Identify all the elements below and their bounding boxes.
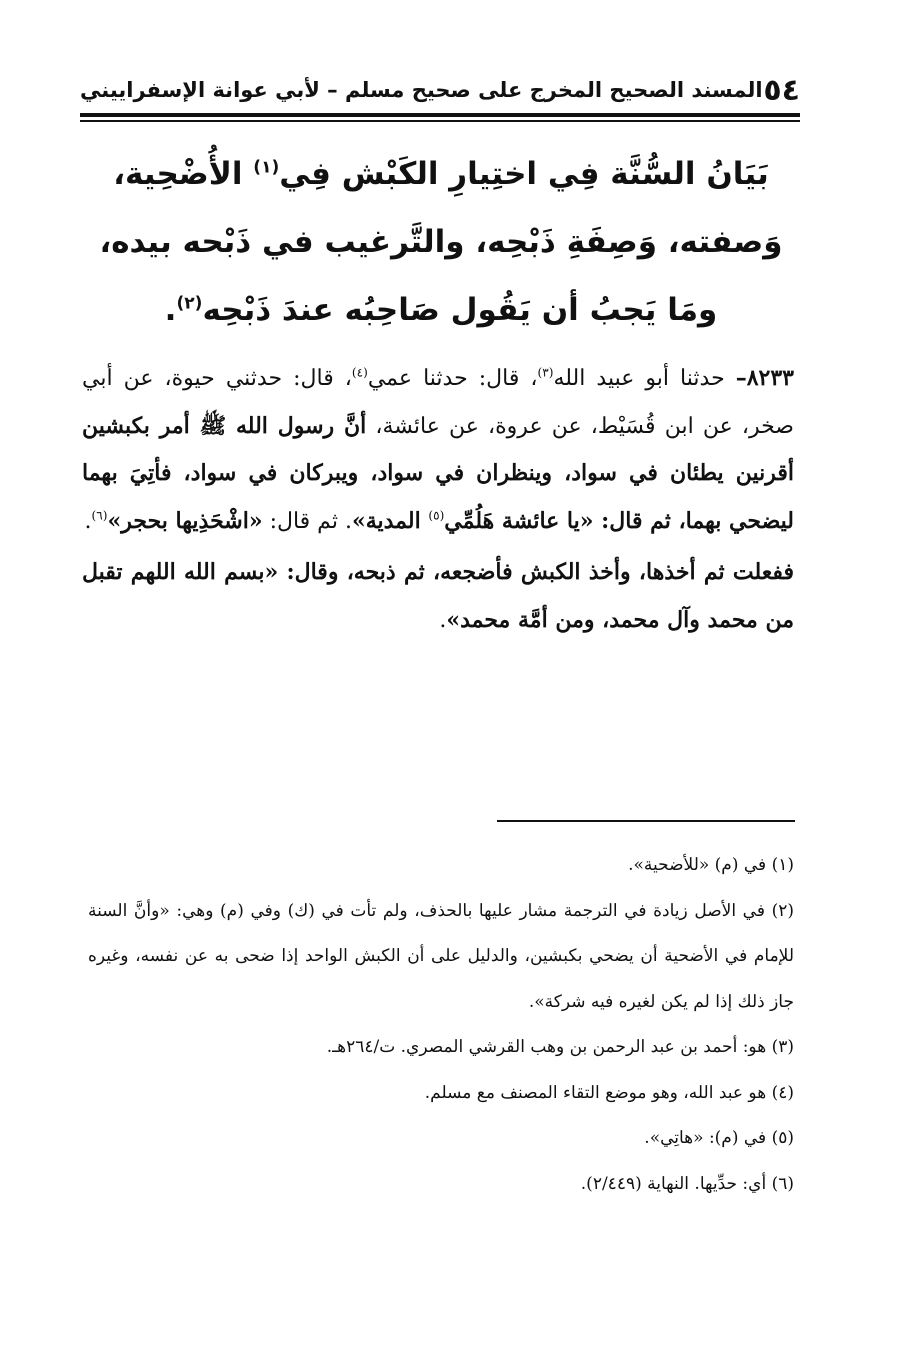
- footnote-6: (٦) أي: حدِّيها. النهاية (٢/٤٤٩).: [580, 1173, 794, 1194]
- chapter-title-part2: الأُضْحِية، وَصفته، وَصِفَةِ ذَبْحِه، والتَّرغيب في ذَبْحه بيده، ومَا يَجبُ أن يَقُول صَاحِبُه عندَ ذَبْحِه: [99, 156, 783, 328]
- footnote-2: (٢) في الأصل زيادة في الترجمة مشار عليها بالحذف، ولم تأت في (ك) وفي (م) وهي: «وأنَّ السنة للإمام في الأضحية أن يضحي بكبشين، والدليل على أن الكبش الواحد إذا ضحى به عن نفسه، وغيره جاز ذلك إذا لم يكن لغيره فيه شركة».: [88, 900, 794, 1012]
- footnote-ref-2: (٢): [176, 293, 203, 314]
- footnote-ref-1: (١): [253, 157, 280, 178]
- footnote-ref-4: (٤): [351, 365, 368, 380]
- footnote-4: (٤) هو عبد الله، وهو موضع التقاء المصنف مع مسلم.: [424, 1082, 794, 1103]
- page-header: [80, 70, 800, 110]
- footnote-ref-5: (٥): [428, 508, 445, 523]
- isnad-text-3: ، قال: حدثني حيوة، عن أبي صخر، عن ابن قُسَيْط، عن عروة، عن عائشة،: [82, 366, 794, 439]
- chapter-title-part1: بَيَانُ السُّنَّة فِي اختِيارِ الكَبْش فِي: [279, 156, 769, 192]
- footnotes: [88, 843, 794, 1207]
- isnad-text-1: حدثنا أبو عبيد الله: [553, 366, 736, 391]
- hadith-paragraph-1: [82, 355, 794, 545]
- running-title: المسند الصحيح المخرج على صحيح مسلم – لأبي عوانة الإسفراييني: [80, 78, 763, 102]
- connector-text: . ثم قال:: [262, 508, 352, 534]
- paragraph-end: .: [84, 508, 92, 534]
- quote-3: «بسم الله اللهم تقبل من محمد وآل محمد، ومن أمَّة محمد»: [82, 559, 794, 633]
- matn-text: أنَّ رسول الله ﷺ أمر بكبشين أقرنين يطئان في سواد، وينظران في سواد، ويبركان في سواد، فأتِيَ بهما ليضحي بهما، ثم قال:: [82, 412, 794, 534]
- footnote-5: (٥) في (م): «هاتِي».: [644, 1128, 794, 1148]
- chapter-heading: [88, 140, 794, 344]
- header-rule-thick: [80, 113, 800, 117]
- hadith-body: [82, 355, 794, 644]
- footnote-ref-3: (٣): [537, 365, 554, 380]
- isnad-text-2: ، قال: حدثنا عمي: [367, 366, 538, 391]
- quote-1-end: المدية»: [351, 507, 429, 534]
- chapter-title-end: .: [164, 292, 177, 328]
- footnote-1: (١) في (م) «للأضحية».: [628, 855, 794, 875]
- hadith-paragraph-2: [82, 549, 794, 644]
- header-rule-thin: [80, 120, 800, 122]
- matn-text-2: ففعلت ثم أخذها، وأخذ الكبش فأضجعه، ثم ذبحه، وقال:: [278, 559, 794, 585]
- hadith-number: ٨٢٣٣–: [735, 365, 794, 391]
- footnote-3: (٣) هو: أحمد بن عبد الرحمن بن وهب القرشي المصري. ت/٢٦٤هـ.: [326, 1037, 794, 1057]
- page-number: ٥٤: [763, 72, 800, 108]
- footnote-ref-6: (٦): [91, 508, 108, 523]
- paragraph-2-end: .: [439, 607, 447, 633]
- quote-2: «اشْحَذِيها بحجر»: [107, 507, 263, 534]
- quote-1: «يا عائشة هَلُمِّي: [444, 507, 594, 534]
- footnote-separator: [497, 820, 795, 822]
